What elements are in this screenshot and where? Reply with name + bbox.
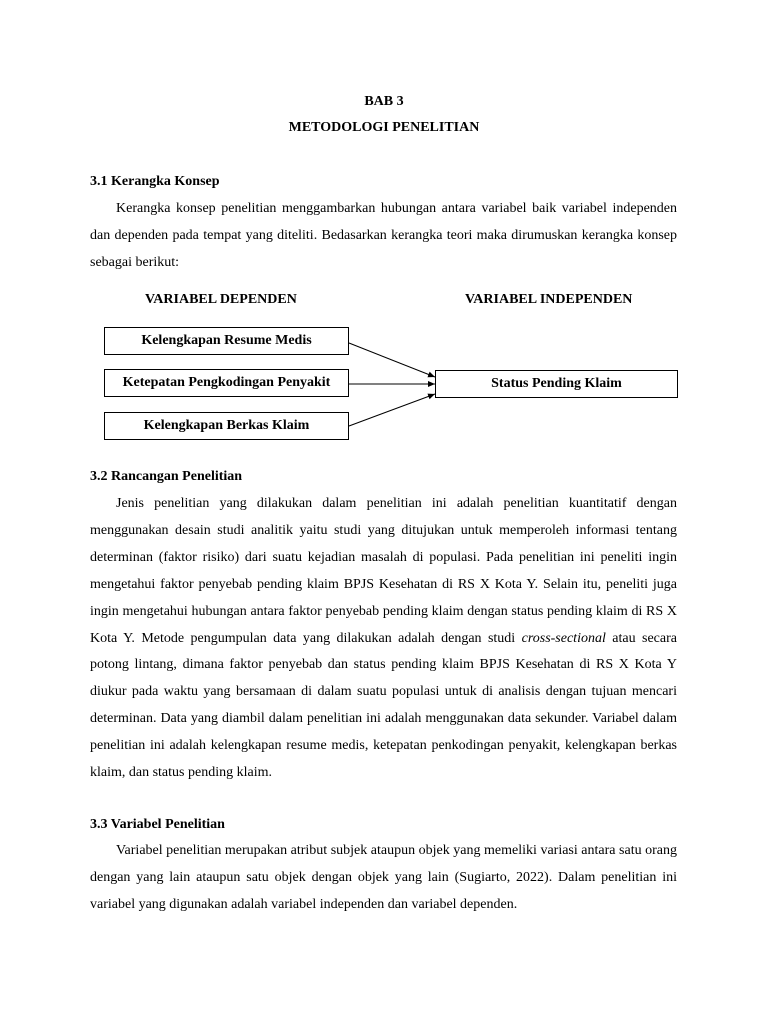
label-variabel-independen: VARIABEL INDEPENDEN: [465, 292, 633, 307]
chapter-number: BAB 3: [364, 94, 404, 109]
section-1-paragraph: Kerangka konsep penelitian menggambarkan hubungan antara variabel baik variabel independen dan dependen pada tempat yang diteliti. Bedasarkan kerangka teori maka dirumuskan kerangka konsep sebagai berikut:: [90, 201, 677, 270]
section-2-text-part-2: atau secara potong lintang, dimana faktor penyebab dan status pending klaim BPJS Kesehatan di RS X Kota Y diukur pada waktu yang bersamaan di dalam suatu populasi untuk di analisis dengan tujuan mencari determinan. Data yang diambil dalam penelitian ini adalah menggunakan data sekunder. Variabel dalam penelitian ini adalah kelengkapan resume medis, ketepatan penkodingan penyakit, kelengkapan berkas klaim, dan status pending klaim.: [90, 630, 677, 781]
section-3-paragraph: Variabel penelitian merupakan atribut subjek ataupun objek yang memeliki variasi antara satu orang dengan yang lain ataupun satu objek dengan objek yang lain (Sugiarto, 2022). Dalam penelitian ini variabel yang digunakan adalah variabel independen dan variabel dependen.: [90, 843, 677, 912]
box-status-pending-klaim: Status Pending Klaim: [435, 370, 678, 398]
box-kelengkapan-berkas-klaim: Kelengkapan Berkas Klaim: [104, 412, 349, 440]
box-kelengkapan-resume-medis: Kelengkapan Resume Medis: [104, 327, 349, 355]
arrow-resume-to-status: [349, 343, 435, 377]
chapter-title: METODOLOGI PENELITIAN: [288, 120, 480, 135]
label-variabel-dependen: VARIABEL DEPENDEN: [145, 292, 297, 307]
box-ketepatan-pengkodingan: Ketepatan Pengkodingan Penyakit: [104, 369, 349, 397]
section-2-italic-term: cross-sectional: [521, 630, 606, 646]
section-2-text-part-1: Jenis penelitian yang dilakukan dalam penelitian ini adalah penelitian kuantitatif dengan menggunakan desain studi analitik yaitu studi yang ditujukan untuk memperoleh informasi tentang determinan (faktor risiko) dari suatu kejadian masalah di populasi. Pada penelitian ini peneliti ingin mengetahui faktor penyebab pending klaim BPJS Kesehatan di RS X Kota Y. Selain itu, peneliti juga ingin mengetahui hubungan antara faktor penyebab pending klaim dengan status pending klaim di RS X Kota Y. Metode pengumpulan data yang dilakukan adalah dengan studi: [90, 496, 677, 646]
section-2-paragraph: [90, 491, 677, 787]
section-2-heading: 3.2 Rancangan Penelitian: [90, 469, 243, 484]
section-1-heading: 3.1 Kerangka Konsep: [90, 174, 220, 189]
section-3-heading: 3.3 Variabel Penelitian: [90, 817, 225, 832]
arrow-berkas-to-status: [349, 394, 435, 426]
